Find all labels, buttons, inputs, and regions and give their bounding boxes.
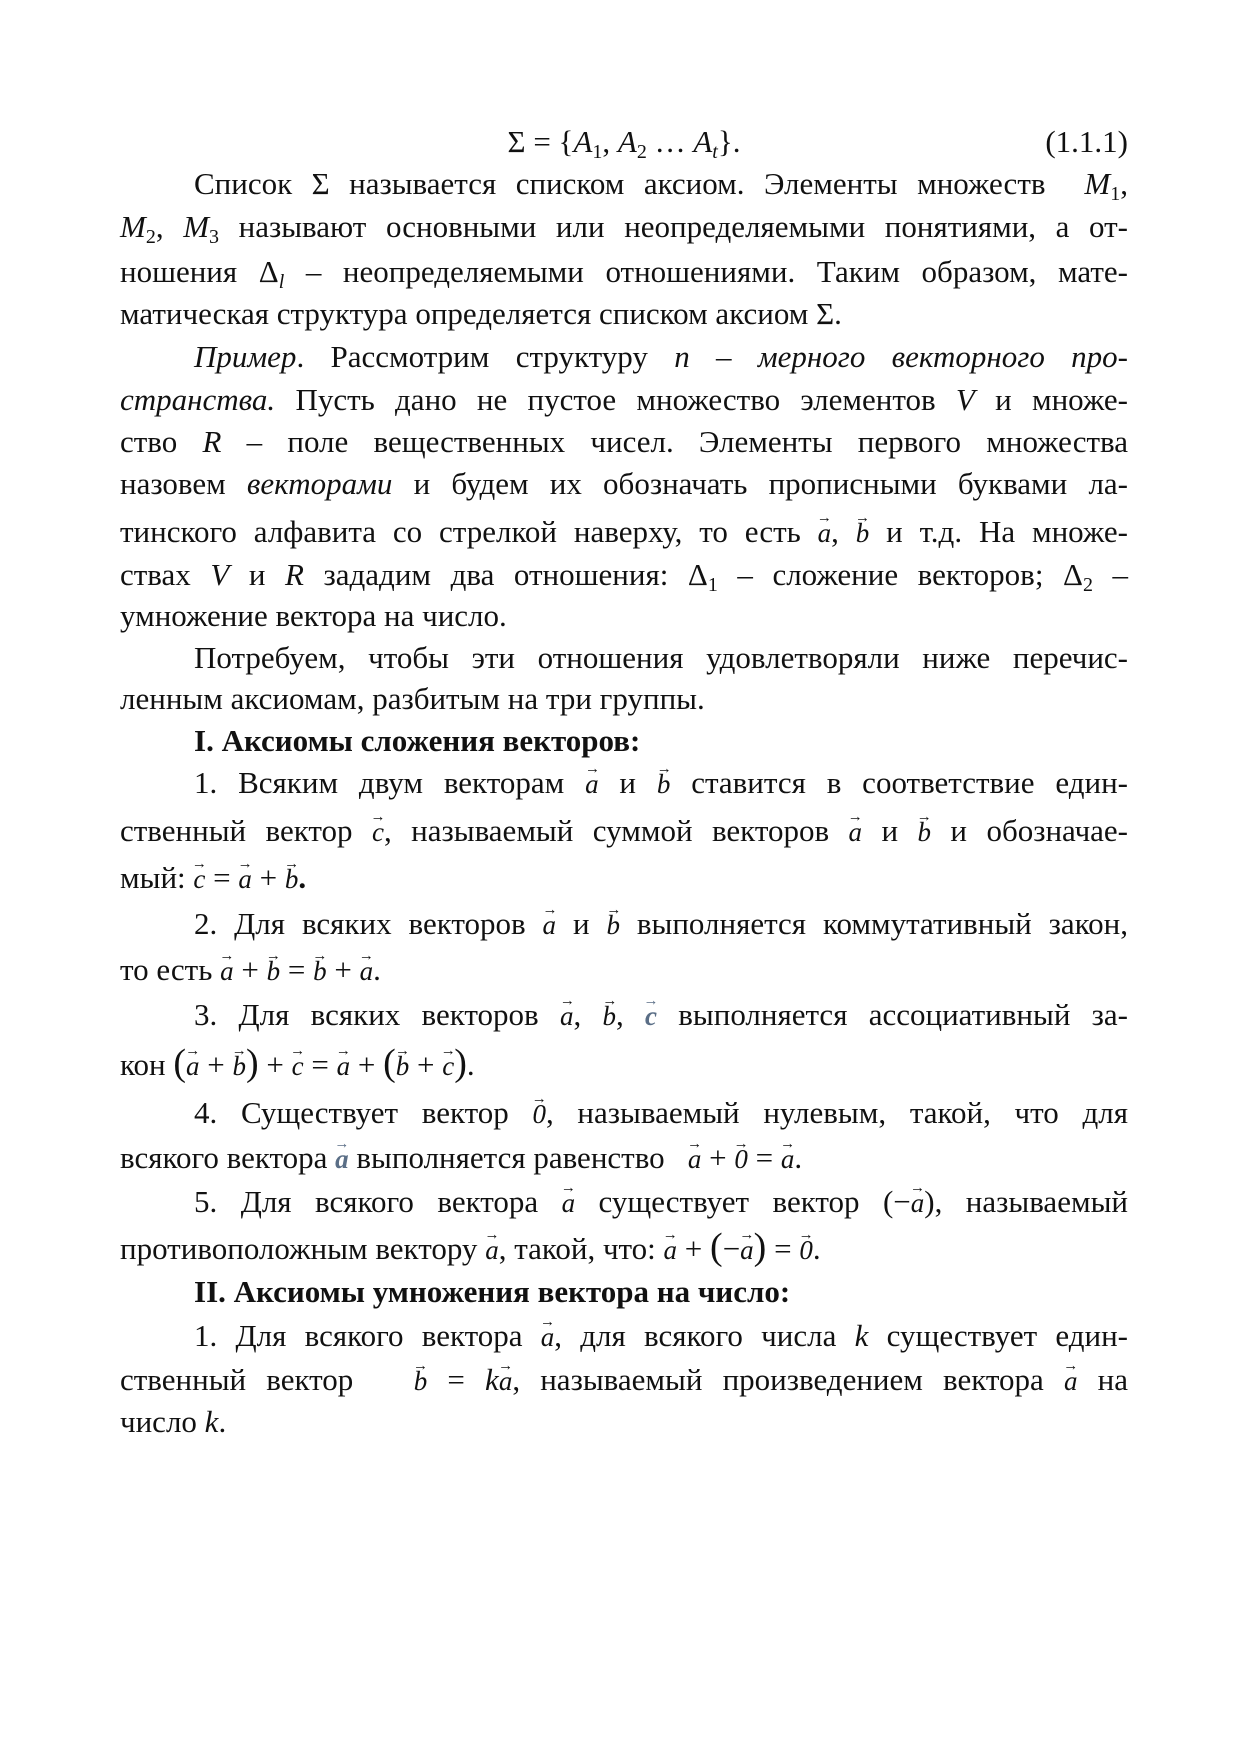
example-line5: тинского алфавита со стрелкой наверху, то есть → a, → b и т.д. На множе- [120,512,1128,553]
axiom1-line1: 1. Всяким двум векторам → a и → b ставится в соответствие един- [194,763,1128,804]
axiom2-line2: то есть → a + → b = → b + → a. [120,950,1128,991]
axiom5-line2: противоположным вектору → a, такой, что: → a + (−→ a) = → 0. [120,1227,1128,1270]
example-line4: назовем векторами и будем их обозначать прописными буквами ла- [120,466,1128,501]
axiom1-line3: мый: → c = → a + → b. [120,858,1128,899]
para1-line1: Список Σ называется списком аксиом. Элементы множеств $M_1$, [194,166,1128,205]
para1-line3: ношения $\Delta_l$ – неопределяемыми отношениями. Таким образом, мате- [120,254,1129,293]
axiom-mult1-line3: число k. [120,1404,227,1439]
axiom3-line2: кон (→ a + → b) + → c = → a + (→ b + → c). [120,1043,1128,1086]
example-line7: умножение вектора на число. [120,598,507,633]
formula-sigma: $\Sigma = \{A_1$, $A_2$ … $A_t$}. [507,124,741,163]
axiom4-line1: 4. Существует вектор → 0, называемый нулевым, такой, что для [194,1093,1128,1134]
axiom1-line2: ственный вектор → c, называемый суммой векторов → a и → b и обозначае- [120,811,1128,852]
requirement-line2: ленным аксиомам, разбитым на три группы. [120,681,705,716]
heading-addition-axioms: I. Аксиомы сложения векторов: [194,723,641,758]
requirement-line1: Потребуем, чтобы эти отношения удовлетворяли ниже перечис- [194,640,1128,675]
para1-line2: $M_2$, $M_3$ называют основными или неопределяемыми понятиями, а от- [120,209,1128,248]
example-line3: ство R – поле вещественных чисел. Элементы первого множества [120,424,1129,459]
para1-line4: матическая структура определяется списком аксиом Σ. [120,296,842,331]
example-line1: Пример. Рассмотрим структуру n – мерного векторного про- [194,339,1128,374]
axiom3-line1: 3. Для всяких векторов → a, → b, → c выполняется ассоциативный за- [194,995,1128,1036]
equation-number: (1.1.1) [1045,124,1128,159]
axiom5-line1: 5. Для всякого вектора → a существует вектор (−→ a), называемый [194,1182,1128,1223]
axiom2-line1: 2. Для всяких векторов → a и → b выполняется коммутативный закон, [194,904,1128,945]
heading-multiplication-axioms: II. Аксиомы умножения вектора на число: [194,1274,791,1309]
axiom-mult1-line2: ственный вектор → b = k→ a, называемый произведением вектора → a на [120,1360,1128,1401]
example-line6: ствах V и R зададим два отношения: $\Delta_1$ – сложение векторов; $\Delta_2$ – [120,557,1128,596]
example-line2: странства. Пусть дано не пустое множество элементов V и множе- [120,382,1128,417]
axiom-mult1-line1: 1. Для всякого вектора → a, для всякого числа k существует един- [194,1316,1128,1357]
axiom4-line2: всякого вектора → a выполняется равенство → a + → 0 = → a. [120,1138,1128,1179]
